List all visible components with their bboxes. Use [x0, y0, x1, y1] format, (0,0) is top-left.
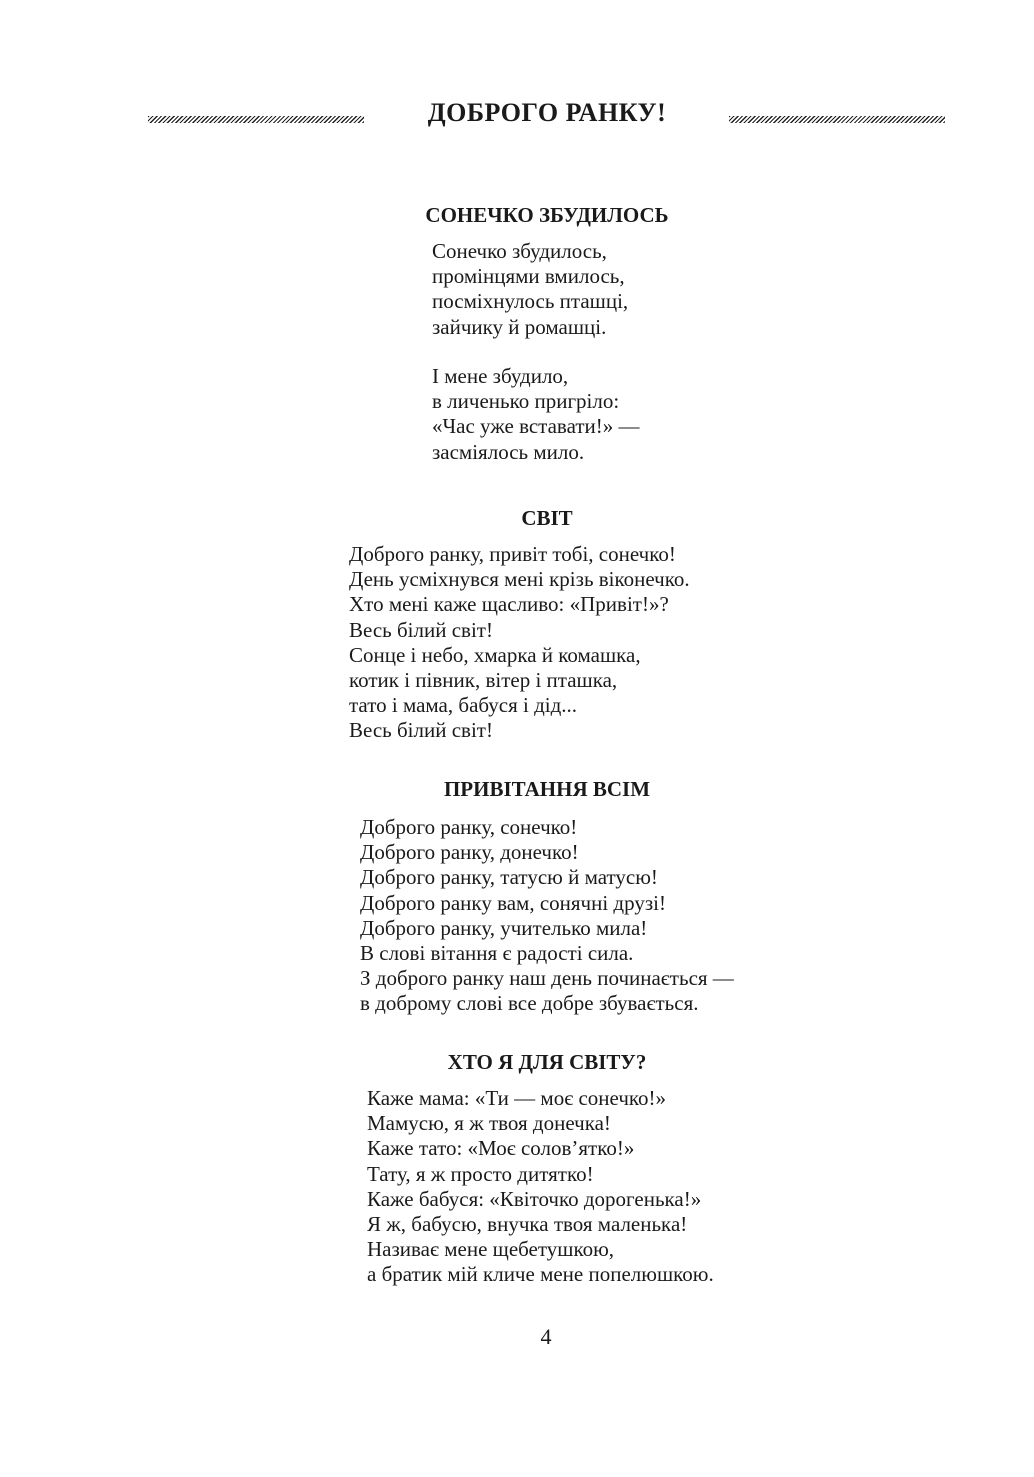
decorative-rule-right	[729, 116, 945, 123]
poem-pryvitannia-stanza-1	[360, 815, 734, 1017]
poem-line: зайчику й ромашці.	[432, 314, 607, 339]
poem-line: Мамусю, я ж твоя донечка!	[367, 1111, 611, 1136]
section-title: ДОБРОГО РАНКУ!	[427, 98, 667, 127]
poem-title-sonechko: СОНЕЧКО ЗБУДИЛОСЬ	[425, 203, 669, 227]
poem-khto-ya-stanza-1	[367, 1086, 714, 1288]
poem-line: «Час уже вставати!» —	[432, 414, 640, 439]
poem-title-khto-ya: ХТО Я ДЛЯ СВІТУ?	[447, 1050, 647, 1074]
poem-title-pryvitannia: ПРИВІТАННЯ ВСІМ	[443, 777, 651, 801]
poem-line: Доброго ранку, сонечко!	[360, 815, 578, 839]
poem-line: Називає мене щебетушкою,	[367, 1237, 615, 1262]
poem-line: І мене збудило,	[432, 364, 569, 388]
poem-line: Сонечко збудилось,	[432, 239, 607, 263]
poem-sonechko-stanza-1	[432, 239, 628, 340]
poem-line: тато і мама, бабуся і дід...	[349, 693, 578, 718]
poem-line: засміялось мило.	[432, 439, 585, 464]
poem-line: Хто мені каже щасливо: «Привіт!»?	[349, 592, 669, 617]
poem-line: З доброго ранку наш день починається —	[360, 966, 734, 991]
poem-line: промінцями вмилось,	[432, 264, 625, 289]
section-header	[0, 98, 1034, 138]
poem-sonechko-stanza-2	[432, 364, 640, 465]
poem-line: Тату, я ж просто дитятко!	[367, 1161, 594, 1186]
poem-line: Каже бабуся: «Квіточко дорогенька!»	[367, 1186, 702, 1211]
poem-line: Каже тато: «Моє солов’ятко!»	[367, 1136, 635, 1161]
poem-line: День усміхнувся мені крізь віконечко.	[349, 567, 690, 592]
poem-line: а братик мій кличе мене попелюшкою.	[367, 1262, 714, 1287]
poem-line: Доброго ранку, донечко!	[360, 840, 579, 865]
poem-line: Доброго ранку, привіт тобі, сонечко!	[349, 542, 676, 566]
poem-line: котик і півник, вітер і пташка,	[349, 668, 618, 693]
poem-line: Доброго ранку, учителько мила!	[360, 915, 648, 940]
poem-line: в доброму слові все добре збувається.	[360, 991, 699, 1016]
poem-line: посміхнулось пташці,	[432, 289, 629, 314]
poem-title-svit: СВІТ	[521, 506, 573, 530]
poem-line: в личенько пригріло:	[432, 389, 620, 414]
poem-line: Я ж, бабусю, внучка твоя маленька!	[367, 1212, 688, 1237]
poem-line: Сонце і небо, хмарка й комашка,	[349, 642, 641, 667]
poem-line: Весь білий світ!	[349, 718, 493, 743]
poem-line: Каже мама: «Ти — моє сонечко!»	[367, 1086, 667, 1110]
poem-svit-stanza-1	[349, 542, 690, 744]
poem-line: В слові вітання є радості сила.	[360, 941, 634, 966]
poem-line: Доброго ранку вам, сонячні друзі!	[360, 890, 666, 915]
page-number: 4	[540, 1324, 552, 1349]
poem-line: Доброго ранку, татусю й матусю!	[360, 865, 658, 890]
poem-line: Весь білий світ!	[349, 617, 493, 642]
